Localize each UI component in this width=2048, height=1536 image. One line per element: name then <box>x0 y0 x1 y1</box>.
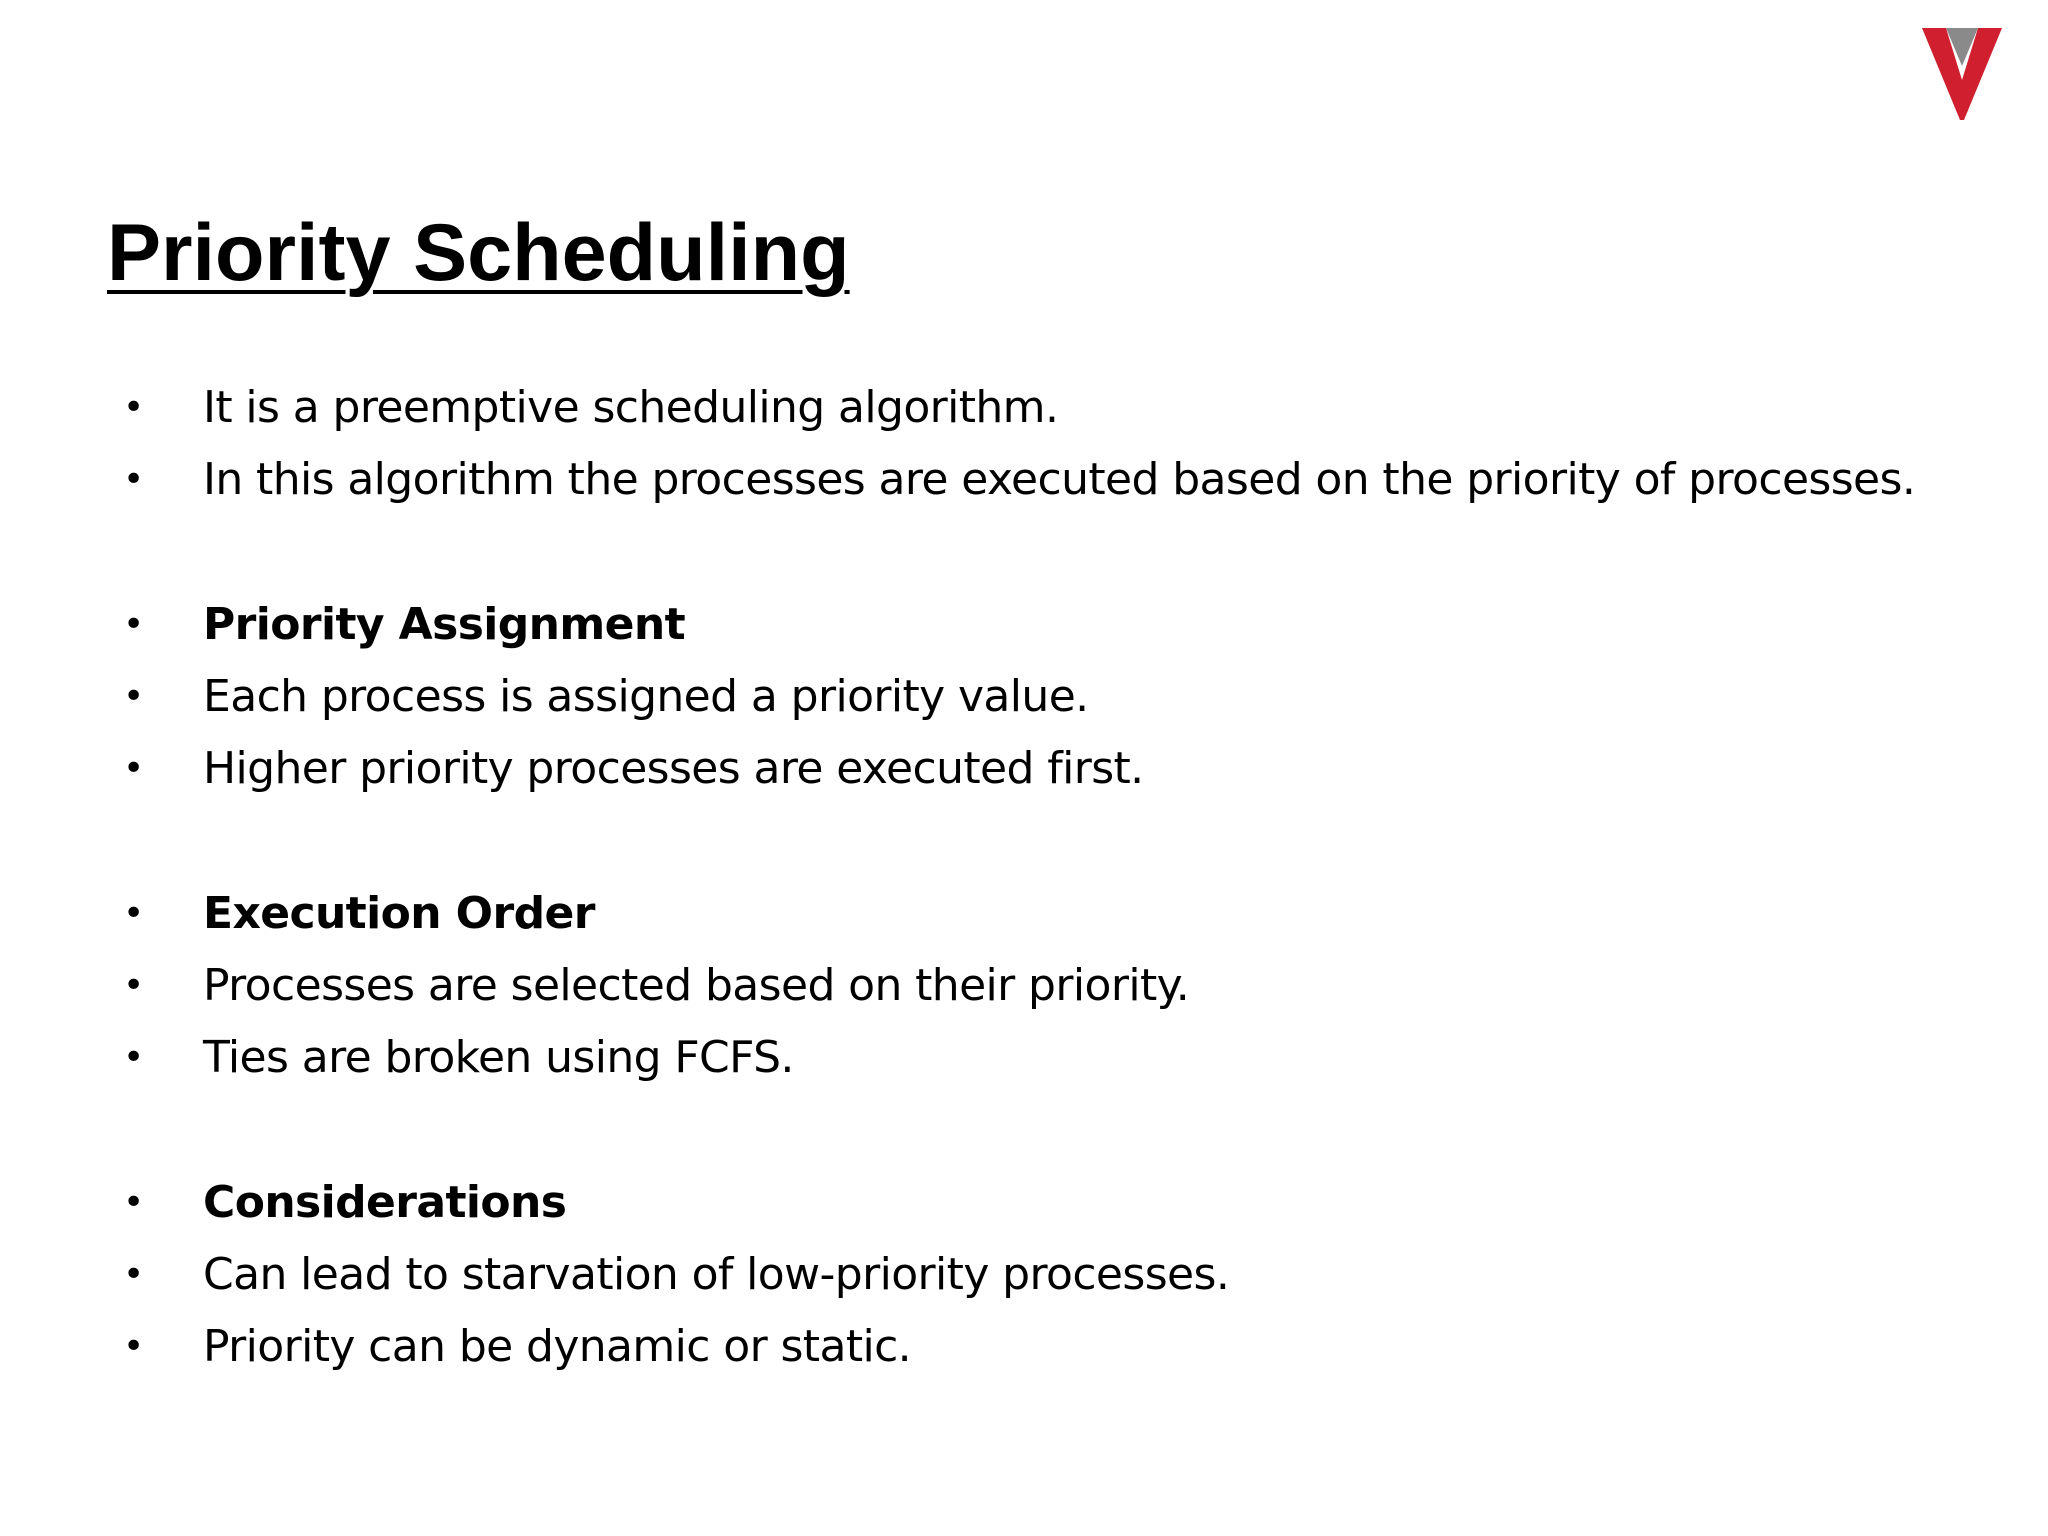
bullet-symbol: • <box>123 459 145 500</box>
bullet-symbol: • <box>123 1037 145 1078</box>
bullet-heading: Priority Assignment <box>203 599 686 650</box>
bullet-symbol: • <box>123 676 145 717</box>
bullet-item <box>0 450 2048 510</box>
bullet-item <box>0 956 2048 1016</box>
bullet-symbol: • <box>123 893 145 934</box>
bullet-text: Each process is assigned a priority value. <box>203 671 1089 722</box>
bullet-heading: Considerations <box>203 1177 567 1228</box>
bullet-text: Ties are broken using FCFS. <box>203 1032 794 1083</box>
bullet-heading-item <box>0 595 2048 655</box>
bullet-symbol: • <box>123 1182 145 1223</box>
bullet-item <box>0 1028 2048 1088</box>
bullet-item <box>0 378 2048 438</box>
bullet-heading: Execution Order <box>203 888 595 939</box>
bullet-heading-item <box>0 884 2048 944</box>
bullet-symbol: • <box>123 965 145 1006</box>
bullet-symbol: • <box>123 1254 145 1295</box>
bullet-item <box>0 667 2048 727</box>
bullet-text: Higher priority processes are executed first. <box>203 743 1144 794</box>
bullet-text: It is a preemptive scheduling algorithm. <box>203 382 1059 433</box>
bullet-symbol: • <box>123 604 145 645</box>
bullet-item <box>0 1245 2048 1305</box>
bullet-item <box>0 739 2048 799</box>
bullet-text: Processes are selected based on their priority. <box>203 960 1190 1011</box>
bullet-text: In this algorithm the processes are executed based on the priority of processes. <box>203 454 1916 505</box>
bullet-symbol: • <box>123 748 145 789</box>
bullet-text: Priority can be dynamic or static. <box>203 1321 912 1372</box>
slide-title: Priority Scheduling <box>107 208 850 298</box>
bullet-symbol: • <box>123 387 145 428</box>
bullet-item <box>0 1317 2048 1377</box>
bullet-symbol: • <box>123 1326 145 1367</box>
bullet-heading-item <box>0 1173 2048 1233</box>
bullet-text: Can lead to starvation of low-priority processes. <box>203 1249 1230 1300</box>
